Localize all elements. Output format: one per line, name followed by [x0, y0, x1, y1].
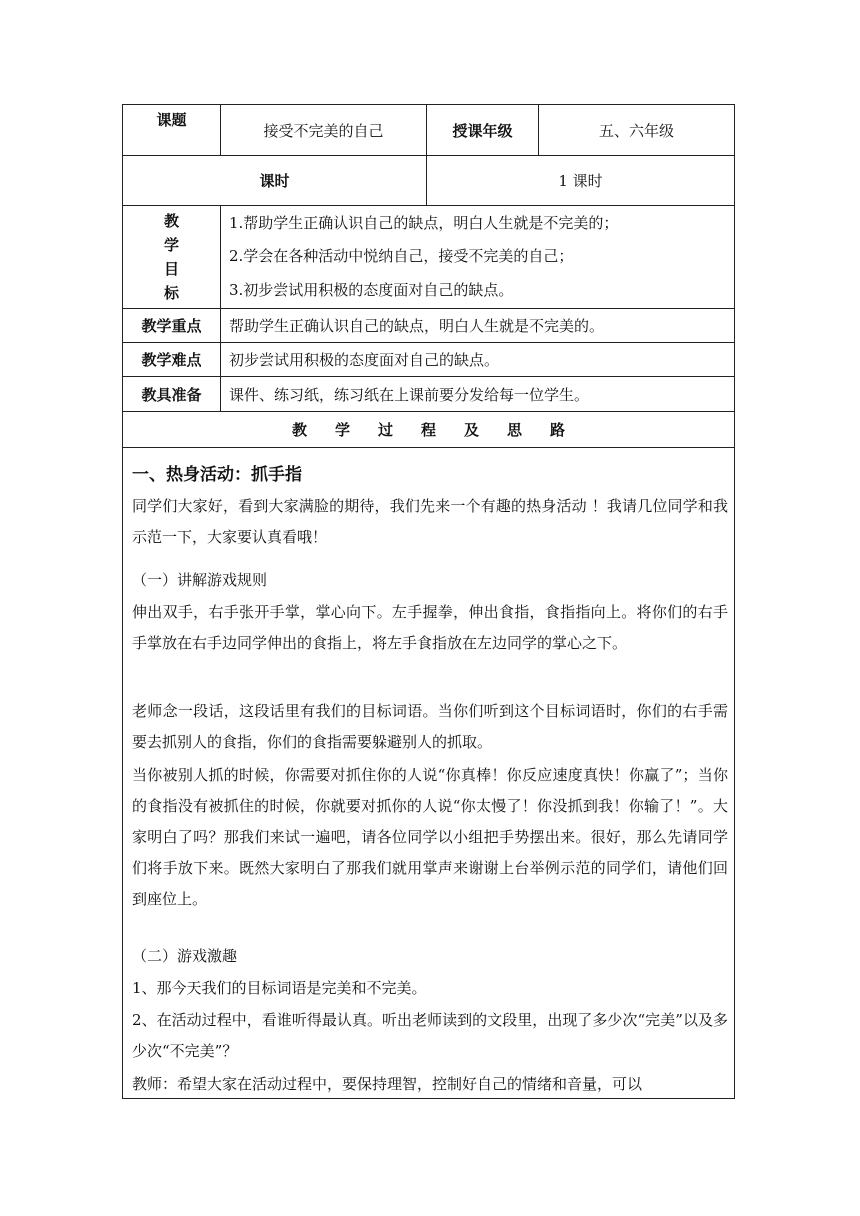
process-title: [123, 412, 734, 447]
key-point-label: 教学重点: [123, 309, 221, 342]
goals-label: [123, 206, 221, 308]
subheading: （二）游戏激趣: [132, 947, 238, 965]
goal-item: 3.初步尝试用积极的态度面对自己的缺点。: [229, 281, 514, 299]
goal-item: 1.帮助学生正确认识自己的缺点，明白人生就是不完美的；: [229, 214, 619, 232]
goals-label-char: 教: [163, 212, 179, 230]
materials-label: 教具准备: [123, 377, 221, 411]
paragraph: 当你被别人抓的时候，你需要对抓住你的人说“你真棒！你反应速度真快！你赢了”；当你的食指没有被抓住的时候，你就要对抓你的人说“你太慢了！你没抓到我！你输了！”。大家明白了吗？那我们来试一遍吧，请各位同学以小组把手势摆出来。很好，那么先请同学们将手放下来。既然大家明白了那我们就用掌声来谢谢上台举例示范的同学们，请他们回到座位上。: [132, 766, 728, 908]
paragraph: 1、那今天我们的目标词语是完美和不完美。: [132, 979, 427, 997]
row-process-title: [123, 412, 734, 448]
topic-value: 接受不完美的自己: [221, 105, 427, 155]
row-difficulty: [123, 343, 734, 377]
key-point-value: 帮助学生正确认识自己的缺点，明白人生就是不完美的。: [229, 317, 605, 335]
row-materials: [123, 377, 734, 412]
grade-value: 五、六年级: [598, 121, 674, 140]
goals-label-char: 目: [163, 260, 179, 278]
paragraph: 同学们大家好，看到大家满脸的期待，我们先来一个有趣的热身活动 ！我请几位同学和我示范一下，大家要认真看哦！: [132, 497, 728, 546]
grade-label: 授课年级: [427, 105, 539, 155]
subheading: （一）讲解游戏规则: [132, 571, 268, 589]
process-title-text: 教学过程及思路: [291, 421, 593, 439]
goals-label-char: 标: [163, 284, 179, 302]
goal-item: 2.学会在各种活动中悦纳自己，接受不完美的自己；: [229, 247, 574, 265]
row-hours: [123, 156, 734, 206]
row-topic: [123, 105, 734, 156]
section-heading: 一、热身活动：抓手指: [132, 465, 302, 485]
goals-list: [221, 206, 734, 308]
hours-label: 课时: [123, 156, 427, 205]
paragraph: 教师：希望大家在活动过程中，要保持理智，控制好自己的情绪和音量，可以: [132, 1075, 643, 1093]
row-goals: [123, 206, 734, 309]
materials-value: 课件、练习纸，练习纸在上课前要分发给每一位学生。: [229, 385, 590, 404]
process-content: [123, 448, 734, 1098]
paragraph: 2、在活动过程中，看谁听得最认真。听出老师读到的文段里，出现了多少次“完美”以及多少次“不完美”？: [132, 1011, 728, 1060]
topic-label: 课题: [123, 105, 221, 155]
lesson-plan-table: [122, 104, 735, 1099]
row-key-point: [123, 309, 734, 343]
hours-value: 1 课时: [558, 172, 603, 190]
paragraph: 伸出双手，右手张开手掌，掌心向下。左手握拳，伸出食指，食指指向上。将你们的右手手掌放在右手边同学伸出的食指上，将左手食指放在左边同学的掌心之下。: [132, 603, 728, 652]
difficulty-label: 教学难点: [123, 343, 221, 376]
difficulty-value: 初步尝试用积极的态度面对自己的缺点。: [229, 351, 500, 369]
paragraph: 老师念一段话，这段话里有我们的目标词语。当你们听到这个目标词语时，你们的右手需要去抓别人的食指，你们的食指需要躲避别人的抓取。: [132, 702, 728, 751]
goals-label-char: 学: [163, 236, 179, 254]
